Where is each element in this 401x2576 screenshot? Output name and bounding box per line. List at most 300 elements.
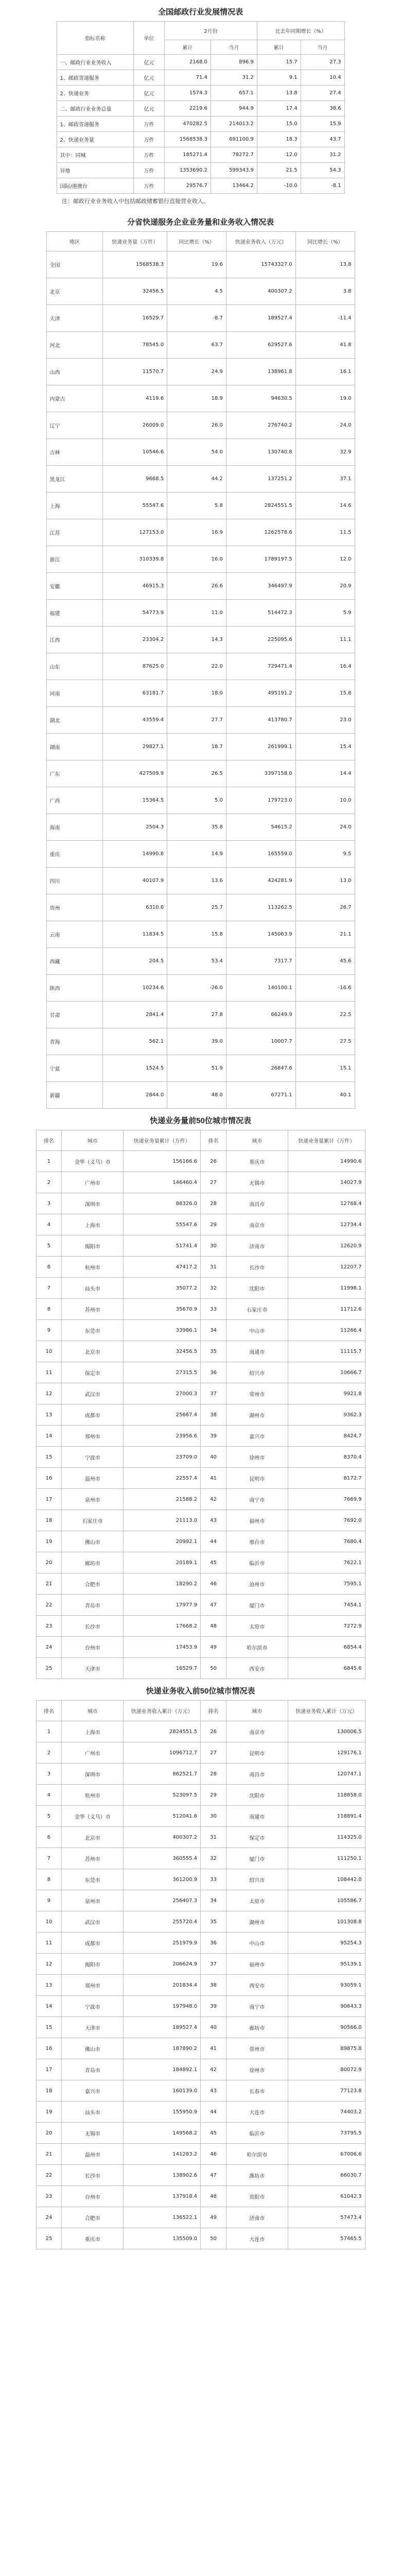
header-revenue-growth: 同比增长（%） <box>295 232 355 251</box>
table-row <box>36 1658 365 1679</box>
value-right: 77123.8 <box>288 2080 365 2102</box>
table-row <box>36 1426 365 1447</box>
rank-right: 45 <box>201 2123 226 2144</box>
value-left: 184892.1 <box>124 2059 201 2080</box>
volume: 23304.2 <box>103 626 167 653</box>
revenue-growth: 20.9 <box>295 573 355 600</box>
table-row <box>57 101 344 116</box>
volume-growth: 5.0 <box>167 787 226 814</box>
value-right: 120747.1 <box>288 1764 365 1785</box>
value-left: 137918.4 <box>124 2186 201 2207</box>
revenue: 137251.2 <box>226 466 295 493</box>
table-row <box>36 2059 365 2080</box>
city-right: 徐州市 <box>226 1447 288 1468</box>
rank-left: 23 <box>36 1616 62 1637</box>
value-right: 95139.1 <box>288 1954 365 1975</box>
city-left: 无锡市 <box>62 2123 124 2144</box>
value-left: 27315.5 <box>124 1362 201 1383</box>
city-right: 济南市 <box>226 2207 288 2228</box>
month-value: 78272.7 <box>211 147 257 163</box>
rank-left: 16 <box>36 2038 62 2059</box>
table-row <box>46 600 355 626</box>
city-left: 北京市 <box>62 1827 124 1848</box>
month-value: 896.9 <box>211 55 257 70</box>
region: 北京 <box>46 278 103 305</box>
table-row <box>36 1468 365 1489</box>
table-row <box>46 359 355 385</box>
revenue: 113262.5 <box>226 894 295 921</box>
top50-revenue-section <box>0 1679 401 2249</box>
volume-growth: 4.5 <box>167 278 226 305</box>
header-city-right: 城市 <box>226 1701 288 1721</box>
header-cumulative: 累计 <box>164 40 211 55</box>
volume-growth: 63.7 <box>167 332 226 359</box>
volume: 14990.6 <box>103 841 167 868</box>
city-right: 沧州市 <box>226 1573 288 1595</box>
month-growth: 43.7 <box>301 132 344 147</box>
volume-growth: 5.8 <box>167 493 226 519</box>
rank-left: 16 <box>36 1468 62 1489</box>
region: 广西 <box>46 787 103 814</box>
volume: 1568538.3 <box>103 251 167 278</box>
rank-right: 46 <box>201 1573 226 1595</box>
value-right: 118891.4 <box>288 1806 365 1827</box>
city-left: 台州市 <box>62 1637 124 1658</box>
top50-revenue-table <box>36 1700 365 2249</box>
volume-growth: 16.0 <box>167 546 226 573</box>
region: 重庆 <box>46 841 103 868</box>
table-row <box>46 1055 355 1082</box>
city-left: 廊坊市 <box>62 1552 124 1573</box>
city-left: 揭阳市 <box>62 1954 124 1975</box>
header-rank-left: 排名 <box>36 1130 62 1151</box>
value-left: 35077.2 <box>124 1278 201 1299</box>
value-right: 10666.7 <box>288 1362 365 1383</box>
rank-right: 40 <box>201 1447 226 1468</box>
city-right: 昆明市 <box>226 1468 288 1489</box>
unit: 万件 <box>134 132 165 147</box>
rank-left: 15 <box>36 2017 62 2038</box>
value-left: 149568.2 <box>124 2123 201 2144</box>
rank-right: 29 <box>201 1214 226 1235</box>
table-row <box>36 2080 365 2102</box>
table-row <box>36 1320 365 1341</box>
rank-left: 19 <box>36 1531 62 1552</box>
revenue: 54615.2 <box>226 814 295 841</box>
revenue: 15743327.0 <box>226 251 295 278</box>
region: 福建 <box>46 600 103 626</box>
volume: 40107.9 <box>103 868 167 894</box>
cumulative-value: 2219.6 <box>164 101 211 116</box>
volume: 54773.9 <box>103 600 167 626</box>
revenue-growth: 24.0 <box>295 412 355 439</box>
table-row <box>46 519 355 546</box>
region: 山东 <box>46 653 103 680</box>
city-left: 郑州市 <box>62 1426 124 1447</box>
rank-left: 19 <box>36 2102 62 2123</box>
rank-right: 48 <box>201 2186 226 2207</box>
volume: 427509.9 <box>103 760 167 787</box>
city-left: 金华（义乌）市 <box>62 1151 124 1172</box>
city-right: 嘉兴市 <box>226 1426 288 1447</box>
region: 河北 <box>46 332 103 359</box>
city-right: 福州市 <box>226 1510 288 1531</box>
cumulative-value: 1568538.3 <box>164 132 211 147</box>
city-right: 大连市 <box>226 2228 288 2249</box>
region: 吉林 <box>46 439 103 466</box>
value-right: 114325.0 <box>288 1827 365 1848</box>
value-left: 55547.6 <box>124 1214 201 1235</box>
table-row <box>46 626 355 653</box>
value-left: 17453.9 <box>124 1637 201 1658</box>
value-right: 101308.8 <box>288 1911 365 1933</box>
table-row <box>36 1573 365 1595</box>
table-row <box>46 975 355 1002</box>
city-left: 重庆市 <box>62 2228 124 2249</box>
value-right: 6845.6 <box>288 1658 365 1679</box>
table-row <box>36 1193 365 1214</box>
metric-name: 异地 <box>57 163 134 178</box>
volume-growth: 26.0 <box>167 412 226 439</box>
volume-growth: 39.0 <box>167 1028 226 1055</box>
revenue-growth: 23.0 <box>295 707 355 734</box>
region: 贵州 <box>46 894 103 921</box>
revenue: 67271.1 <box>226 1082 295 1109</box>
table-row <box>36 1362 365 1383</box>
volume-growth: 18.9 <box>167 385 226 412</box>
rank-right: 29 <box>201 1785 226 1806</box>
city-right: 哈尔滨市 <box>226 2144 288 2165</box>
region: 天津 <box>46 305 103 332</box>
rank-right: 28 <box>201 1764 226 1785</box>
rank-left: 6 <box>36 1257 62 1278</box>
cumulative-value: 185271.4 <box>164 147 211 163</box>
rank-right: 34 <box>201 1320 226 1341</box>
revenue-growth: -16.6 <box>295 975 355 1002</box>
rank-left: 14 <box>36 1426 62 1447</box>
value-right: 11712.6 <box>288 1299 365 1320</box>
rank-right: 30 <box>201 1235 226 1257</box>
value-left: 35670.9 <box>124 1299 201 1320</box>
top50-volume-table <box>36 1130 365 1679</box>
city-left: 台州市 <box>62 2186 124 2207</box>
revenue-growth: 13.8 <box>295 251 355 278</box>
value-left: 138902.6 <box>124 2165 201 2186</box>
city-left: 武汉市 <box>62 1911 124 1933</box>
rank-right: 33 <box>201 1869 226 1890</box>
city-right: 福州市 <box>226 1954 288 1975</box>
cumulative-value: 1574.3 <box>164 86 211 101</box>
value-right: 8172.7 <box>288 1468 365 1489</box>
value-right: 7272.9 <box>288 1616 365 1637</box>
table-row <box>36 1806 365 1827</box>
volume-growth: 24.9 <box>167 359 226 385</box>
value-right: 105586.7 <box>288 1890 365 1911</box>
table-row <box>36 1616 365 1637</box>
city-left: 成都市 <box>62 1933 124 1954</box>
region: 海南 <box>46 814 103 841</box>
rank-left: 25 <box>36 1658 62 1679</box>
table-row <box>46 439 355 466</box>
rank-left: 9 <box>36 1320 62 1341</box>
revenue: 7317.7 <box>226 948 295 975</box>
rank-right: 44 <box>201 2102 226 2123</box>
value-left: 25667.4 <box>124 1404 201 1426</box>
volume: 63181.7 <box>103 680 167 707</box>
table-row <box>36 1954 365 1975</box>
volume-growth: 25.7 <box>167 894 226 921</box>
rank-left: 23 <box>36 2186 62 2207</box>
volume-growth: 13.6 <box>167 868 226 894</box>
rank-right: 31 <box>201 1827 226 1848</box>
revenue: 3397158.0 <box>226 760 295 787</box>
revenue-growth: 12.0 <box>295 546 355 573</box>
header-volume-growth: 同比增长（%） <box>167 232 226 251</box>
metric-name: 其中：同城 <box>57 147 134 163</box>
city-left: 保定市 <box>62 1362 124 1383</box>
value-right: 66030.7 <box>288 2165 365 2186</box>
table-row <box>46 1082 355 1109</box>
table-row <box>36 1489 365 1510</box>
table-row <box>46 841 355 868</box>
rank-right: 26 <box>201 1721 226 1742</box>
rank-left: 21 <box>36 2144 62 2165</box>
table-row <box>36 1742 365 1764</box>
rank-right: 35 <box>201 1911 226 1933</box>
city-right: 中山市 <box>226 1933 288 1954</box>
value-right: 14027.9 <box>288 1172 365 1193</box>
table-row <box>36 1721 365 1742</box>
rank-right: 41 <box>201 2038 226 2059</box>
value-right: 118858.0 <box>288 1785 365 1806</box>
rank-right: 27 <box>201 1172 226 1193</box>
unit: 万件 <box>134 163 165 178</box>
header-unit: 单位 <box>134 22 165 55</box>
revenue-growth: 10.0 <box>295 787 355 814</box>
value-left: 20992.1 <box>124 1531 201 1552</box>
value-right: 7669.9 <box>288 1489 365 1510</box>
value-left: 18290.2 <box>124 1573 201 1595</box>
city-left: 青岛市 <box>62 1595 124 1616</box>
volume-growth: 18.0 <box>167 680 226 707</box>
volume: 87625.0 <box>103 653 167 680</box>
city-left: 北京市 <box>62 1341 124 1362</box>
city-right: 南昌市 <box>226 1193 288 1214</box>
table-row <box>36 1151 365 1172</box>
value-right: 129176.1 <box>288 1742 365 1764</box>
revenue: 66249.9 <box>226 1002 295 1028</box>
revenue: 2824551.5 <box>226 493 295 519</box>
city-right: 南京市 <box>226 1721 288 1742</box>
value-right: 74403.2 <box>288 2102 365 2123</box>
value-left: 255720.4 <box>124 1911 201 1933</box>
city-left: 温州市 <box>62 2144 124 2165</box>
table-row <box>46 412 355 439</box>
city-left: 泉州市 <box>62 1489 124 1510</box>
revenue: 424281.9 <box>226 868 295 894</box>
month-value: 214013.2 <box>211 116 257 132</box>
city-left: 佛山市 <box>62 1531 124 1552</box>
region: 湖北 <box>46 707 103 734</box>
revenue-growth: 26.7 <box>295 894 355 921</box>
region: 广东 <box>46 760 103 787</box>
table-row <box>36 1975 365 1996</box>
rank-right: 47 <box>201 1595 226 1616</box>
value-left: 1096712.7 <box>124 1742 201 1764</box>
top50-volume-section <box>0 1109 401 1679</box>
table-row <box>36 1890 365 1911</box>
rank-left: 14 <box>36 1996 62 2017</box>
value-right: 95254.3 <box>288 1933 365 1954</box>
value-left: 141283.2 <box>124 2144 201 2165</box>
volume: 10546.6 <box>103 439 167 466</box>
rank-right: 28 <box>201 1193 226 1214</box>
volume: 4119.6 <box>103 385 167 412</box>
volume: 2504.3 <box>103 814 167 841</box>
rank-right: 44 <box>201 1531 226 1552</box>
value-left: 23709.0 <box>124 1447 201 1468</box>
region: 江苏 <box>46 519 103 546</box>
city-left: 苏州市 <box>62 1299 124 1320</box>
value-right: 7692.0 <box>288 1510 365 1531</box>
city-left: 嘉兴市 <box>62 2080 124 2102</box>
value-right: 9921.8 <box>288 1383 365 1404</box>
region: 云南 <box>46 921 103 948</box>
unit: 亿元 <box>134 55 165 70</box>
region: 江西 <box>46 626 103 653</box>
volume: 26009.0 <box>103 412 167 439</box>
table-row <box>36 1764 365 1785</box>
table-row <box>36 1404 365 1426</box>
city-left: 汕头市 <box>62 1278 124 1299</box>
rank-left: 9 <box>36 1890 62 1911</box>
rank-right: 46 <box>201 2144 226 2165</box>
revenue-growth: 5.9 <box>295 600 355 626</box>
city-left: 天津市 <box>62 2017 124 2038</box>
revenue: 514472.3 <box>226 600 295 626</box>
cumulative-value: 29576.7 <box>164 178 211 194</box>
metric-name: 国际/港澳台 <box>57 178 134 194</box>
city-left: 深圳市 <box>62 1764 124 1785</box>
table-row <box>57 55 344 70</box>
header-value-left: 快递业务量累计（万件） <box>124 1130 201 1151</box>
rank-left: 8 <box>36 1299 62 1320</box>
city-right: 沈阳市 <box>226 1785 288 1806</box>
rank-left: 25 <box>36 2228 62 2249</box>
revenue: 729471.4 <box>226 653 295 680</box>
city-right: 长春市 <box>226 2080 288 2102</box>
table-row <box>36 2123 365 2144</box>
province-table <box>46 231 355 1109</box>
national-summary-section <box>0 0 401 205</box>
rank-left: 20 <box>36 1552 62 1573</box>
revenue-growth: 32.9 <box>295 439 355 466</box>
header-value-right: 快递业务量累计（万件） <box>288 1130 365 1151</box>
city-left: 长沙市 <box>62 1616 124 1637</box>
value-left: 251979.9 <box>124 1933 201 1954</box>
city-right: 西安市 <box>226 1658 288 1679</box>
table-row <box>36 1637 365 1658</box>
city-left: 郑州市 <box>62 1975 124 1996</box>
rank-left: 20 <box>36 2123 62 2144</box>
table-row <box>46 894 355 921</box>
value-right: 67006.6 <box>288 2144 365 2165</box>
rank-right: 39 <box>201 1426 226 1447</box>
table-row <box>36 2017 365 2038</box>
volume: 16529.7 <box>103 305 167 332</box>
value-left: 197948.0 <box>124 1996 201 2017</box>
city-left: 苏州市 <box>62 1848 124 1869</box>
header-rank-left: 排名 <box>36 1701 62 1721</box>
value-left: 47417.2 <box>124 1257 201 1278</box>
region: 四川 <box>46 868 103 894</box>
unit: 万件 <box>134 178 165 194</box>
city-left: 杭州市 <box>62 1785 124 1806</box>
cumulative-growth: 9.1 <box>257 70 301 86</box>
city-left: 石家庄市 <box>62 1510 124 1531</box>
province-title: 分省快递服务企业业务量和业务收入情况表 <box>127 218 274 227</box>
rank-left: 13 <box>36 1975 62 1996</box>
region: 陕西 <box>46 975 103 1002</box>
city-left: 上海市 <box>62 1721 124 1742</box>
value-right: 89875.8 <box>288 2038 365 2059</box>
region: 青海 <box>46 1028 103 1055</box>
cumulative-growth: 15.0 <box>257 116 301 132</box>
volume: 10234.6 <box>103 975 167 1002</box>
value-left: 51741.4 <box>124 1235 201 1257</box>
value-left: 135509.0 <box>124 2228 201 2249</box>
volume: 55547.6 <box>103 493 167 519</box>
table-row <box>36 1257 365 1278</box>
top50-revenue-title: 快递业务收入前50位城市情况表 <box>146 1687 255 1696</box>
value-left: 33986.1 <box>124 1320 201 1341</box>
city-left: 深圳市 <box>62 1193 124 1214</box>
table-row <box>36 2228 365 2249</box>
rank-left: 1 <box>36 1151 62 1172</box>
region: 湖南 <box>46 734 103 760</box>
rank-right: 27 <box>201 1742 226 1764</box>
region: 全国 <box>46 251 103 278</box>
rank-right: 32 <box>201 1278 226 1299</box>
month-value: 691100.9 <box>211 132 257 147</box>
rank-right: 50 <box>201 2228 226 2249</box>
unit: 万件 <box>134 147 165 163</box>
value-right: 8424.7 <box>288 1426 365 1447</box>
header-value-right: 快递业务收入累计（万元） <box>288 1701 365 1721</box>
city-left: 上海市 <box>62 1214 124 1235</box>
volume-growth: 15.8 <box>167 921 226 948</box>
rank-right: 50 <box>201 1658 226 1679</box>
month-growth: 38.6 <box>301 101 344 116</box>
volume: 9668.5 <box>103 466 167 493</box>
rank-right: 43 <box>201 2080 226 2102</box>
table-row <box>57 132 344 147</box>
city-right: 廊坊市 <box>226 2017 288 2038</box>
table-row <box>46 707 355 734</box>
revenue: 94630.5 <box>226 385 295 412</box>
rank-left: 1 <box>36 1721 62 1742</box>
value-right: 108442.0 <box>288 1869 365 1890</box>
value-right: 11115.7 <box>288 1341 365 1362</box>
rank-left: 10 <box>36 1341 62 1362</box>
volume: 204.5 <box>103 948 167 975</box>
value-left: 27000.3 <box>124 1383 201 1404</box>
rank-right: 38 <box>201 1404 226 1426</box>
rank-right: 43 <box>201 1510 226 1531</box>
value-right: 130006.5 <box>288 1721 365 1742</box>
value-right: 61042.3 <box>288 2186 365 2207</box>
revenue: 165559.0 <box>226 841 295 868</box>
